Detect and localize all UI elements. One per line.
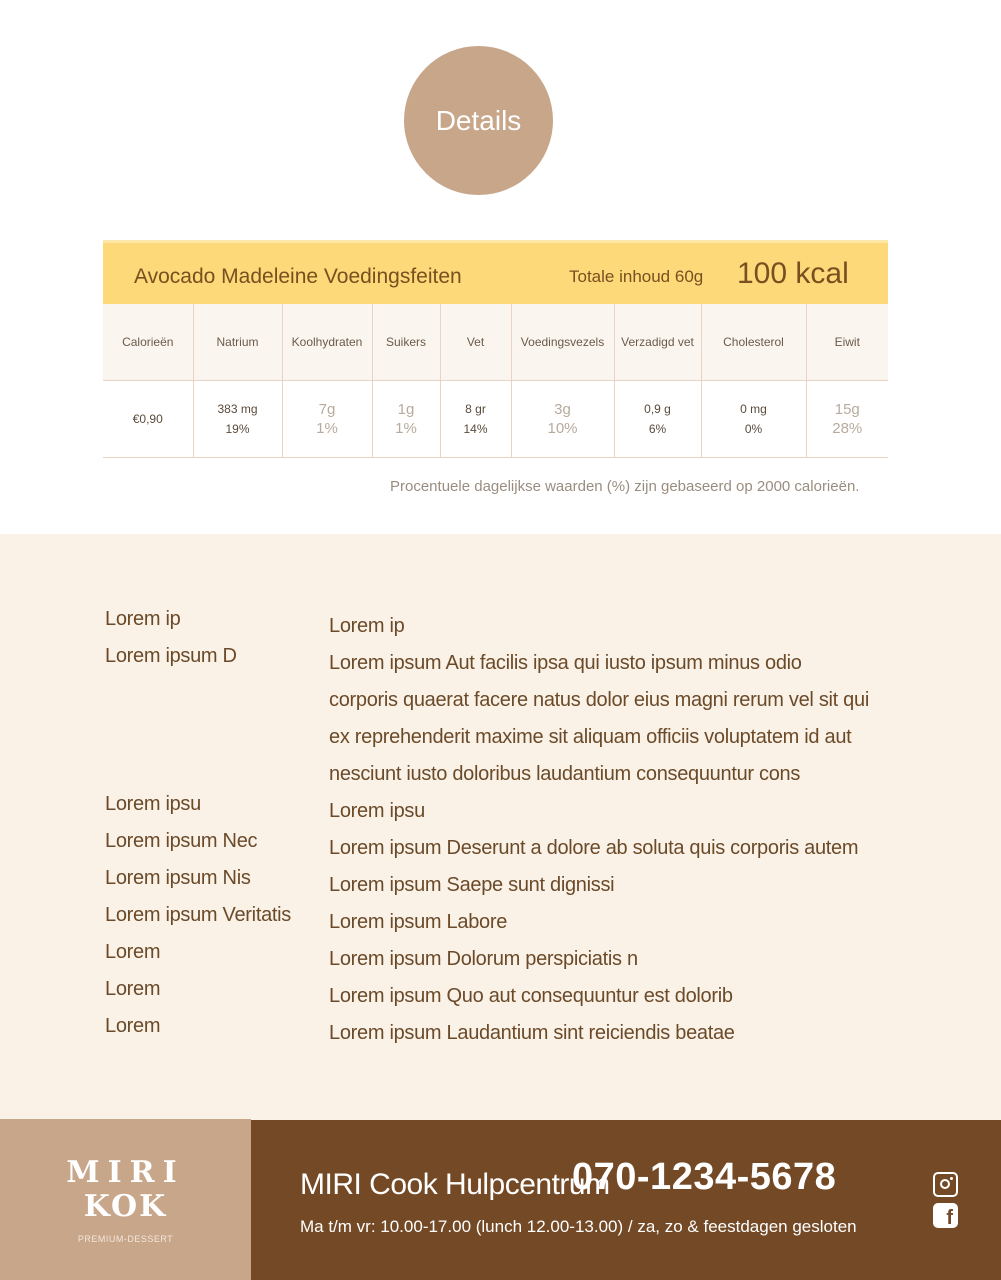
spec-value: Lorem ip [329,615,405,637]
nutrition-cell-percent: 14% [463,421,488,436]
nutrition-cell-value: 8 gr [465,401,486,416]
nutrition-column-header: Calorieën [103,304,193,380]
nutrition-cell-value: 7g [318,400,336,418]
brand-logo [0,1119,251,1280]
product-details-section [0,0,1001,534]
nutrition-cell-percent: 1% [395,419,417,437]
spec-label: Lorem [105,978,161,1000]
nutrition-cell-value: 0 mg [740,401,767,416]
nutrition-cell [440,380,511,457]
spec-value: Lorem ipsu [329,800,425,822]
spec-label: Lorem ipsum Veritatis [105,904,291,926]
nutrition-cell [806,380,888,457]
spec-value: Lorem ipsum Laudantium sint reiciendis beatae [329,1022,735,1044]
spec-value: Lorem ipsum Saepe sunt dignissi [329,874,615,896]
spec-value: Lorem ipsum Aut facilis ipsa qui iusto ipsum minus odio corporis quaerat facere natus dolor eius magni rerum vel sit qui ex reprehenderit maxime sit aliquam officiis voluptatem id aut nesciunt iusto doloribus laudantium consequuntur cons [329,652,869,785]
spec-value: Lorem ipsum Dolorum perspiciatis n [329,948,638,970]
nutrition-cell-percent: 0% [744,421,763,436]
nutrition-cell-value: 383 mg [217,401,258,416]
spec-label: Lorem ipsum Nis [105,867,251,889]
help-phone-number[interactable]: 070-1234-5678 [572,1156,837,1198]
daily-value-note: Procentuele dagelijkse waarden (%) zijn gebaseerd op 2000 calorieën. [390,478,860,495]
facebook-icon[interactable]: f [933,1203,958,1228]
nutrition-cell-percent: 19% [225,421,250,436]
help-center-title: MIRI Cook Hulpcentrum [300,1168,610,1201]
spec-value: Lorem ipsum Quo aut consequuntur est dolorib [329,985,733,1007]
nutrition-cell [282,380,372,457]
nutrition-total-content: Totale inhoud 60g [569,267,704,286]
spec-label: Lorem ipsum Nec [105,830,258,852]
nutrition-cell [103,380,193,457]
nutrition-cell [701,380,806,457]
nutrition-column-header: Eiwit [806,304,888,380]
nutrition-cell-percent: 6% [648,421,667,436]
product-spec-section [0,534,1001,1120]
nutrition-header [103,240,888,304]
nutrition-value-row [103,380,888,457]
nutrition-table [103,304,888,458]
nutrition-cell-value: 3g [554,400,571,418]
nutrition-cell-percent: 10% [547,419,578,437]
nutrition-header-row [103,304,888,380]
opening-hours: Ma t/m vr: 10.00-17.00 (lunch 12.00-13.00) / za, zo & feestdagen gesloten [300,1217,857,1236]
nutrition-column-header: Vet [440,304,511,380]
instagram-icon[interactable] [933,1172,958,1197]
nutrition-cell-percent: 1% [316,419,338,437]
nutrition-cell-value: €0,90 [132,411,163,426]
details-badge: Details [404,46,553,195]
spec-label: Lorem ipsum D [105,645,237,667]
nutrition-kcal: 100 kcal [737,257,849,290]
nutrition-cell [372,380,440,457]
nutrition-title: Avocado Madeleine Voedingsfeiten [134,265,462,288]
nutrition-cell [614,380,701,457]
nutrition-column-header: Verzadigd vet [614,304,701,380]
spec-label: Lorem [105,1015,161,1037]
logo-line-miri: MIRI [66,1154,185,1190]
nutrition-column-header: Natrium [193,304,282,380]
nutrition-column-header: Voedingsvezels [511,304,614,380]
logo-tagline: PREMIUM-DESSERT [77,1233,174,1244]
nutrition-cell-value: 0,9 g [644,401,671,416]
nutrition-column-header: Cholesterol [701,304,806,380]
nutrition-column-header: Koolhydraten [282,304,372,380]
logo-line-kok: KOK [83,1188,168,1224]
spec-value: Lorem ipsum Labore [329,911,508,933]
spec-value: Lorem ipsum Deserunt a dolore ab soluta quis corporis autem [329,837,859,859]
nutrition-column-header: Suikers [372,304,440,380]
nutrition-cell-value: 15g [834,400,860,418]
spec-label: Lorem ip [105,608,181,630]
spec-label: Lorem ipsu [105,793,201,815]
nutrition-cell [193,380,282,457]
footer [0,1120,1001,1280]
spec-label: Lorem [105,941,161,963]
nutrition-cell-percent: 28% [832,419,863,437]
nutrition-cell-value: 1g [397,400,415,418]
nutrition-cell [511,380,614,457]
